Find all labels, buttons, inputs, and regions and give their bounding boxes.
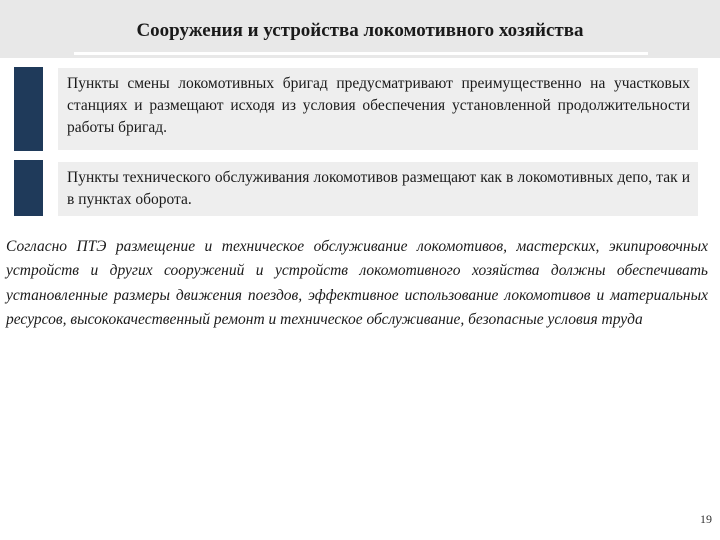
slide-title: Сооружения и устройства локомотивного хозяйства: [136, 20, 584, 41]
page-number: 19: [700, 512, 712, 526]
accent-bar: [14, 160, 43, 216]
accent-bar: [14, 67, 43, 151]
pte-requirements-paragraph: Согласно ПТЭ размещение и техническое обслуживание локомотивов, мастерских, экипировочных устройств и других сооружений и устройств локомотивного хозяйства должны обеспечивать установленные размеры движения поездов, эффективное использование локомотивов и материальных ресурсов, высококачественный ремонт и техническое обслуживание, безопасные условия труда: [6, 238, 708, 329]
title-underline: [74, 52, 648, 55]
info-box-crew-change: Пункты смены локомотивных бригад предусматривают преимущественно на участковых станциях и размещают исходя из условия обеспечения установленной продолжительности работы бригад.: [58, 68, 698, 150]
info-box-maintenance-points: Пункты технического обслуживания локомотивов размещают как в локомотивных депо, так и в пунктах оборота.: [58, 162, 698, 216]
